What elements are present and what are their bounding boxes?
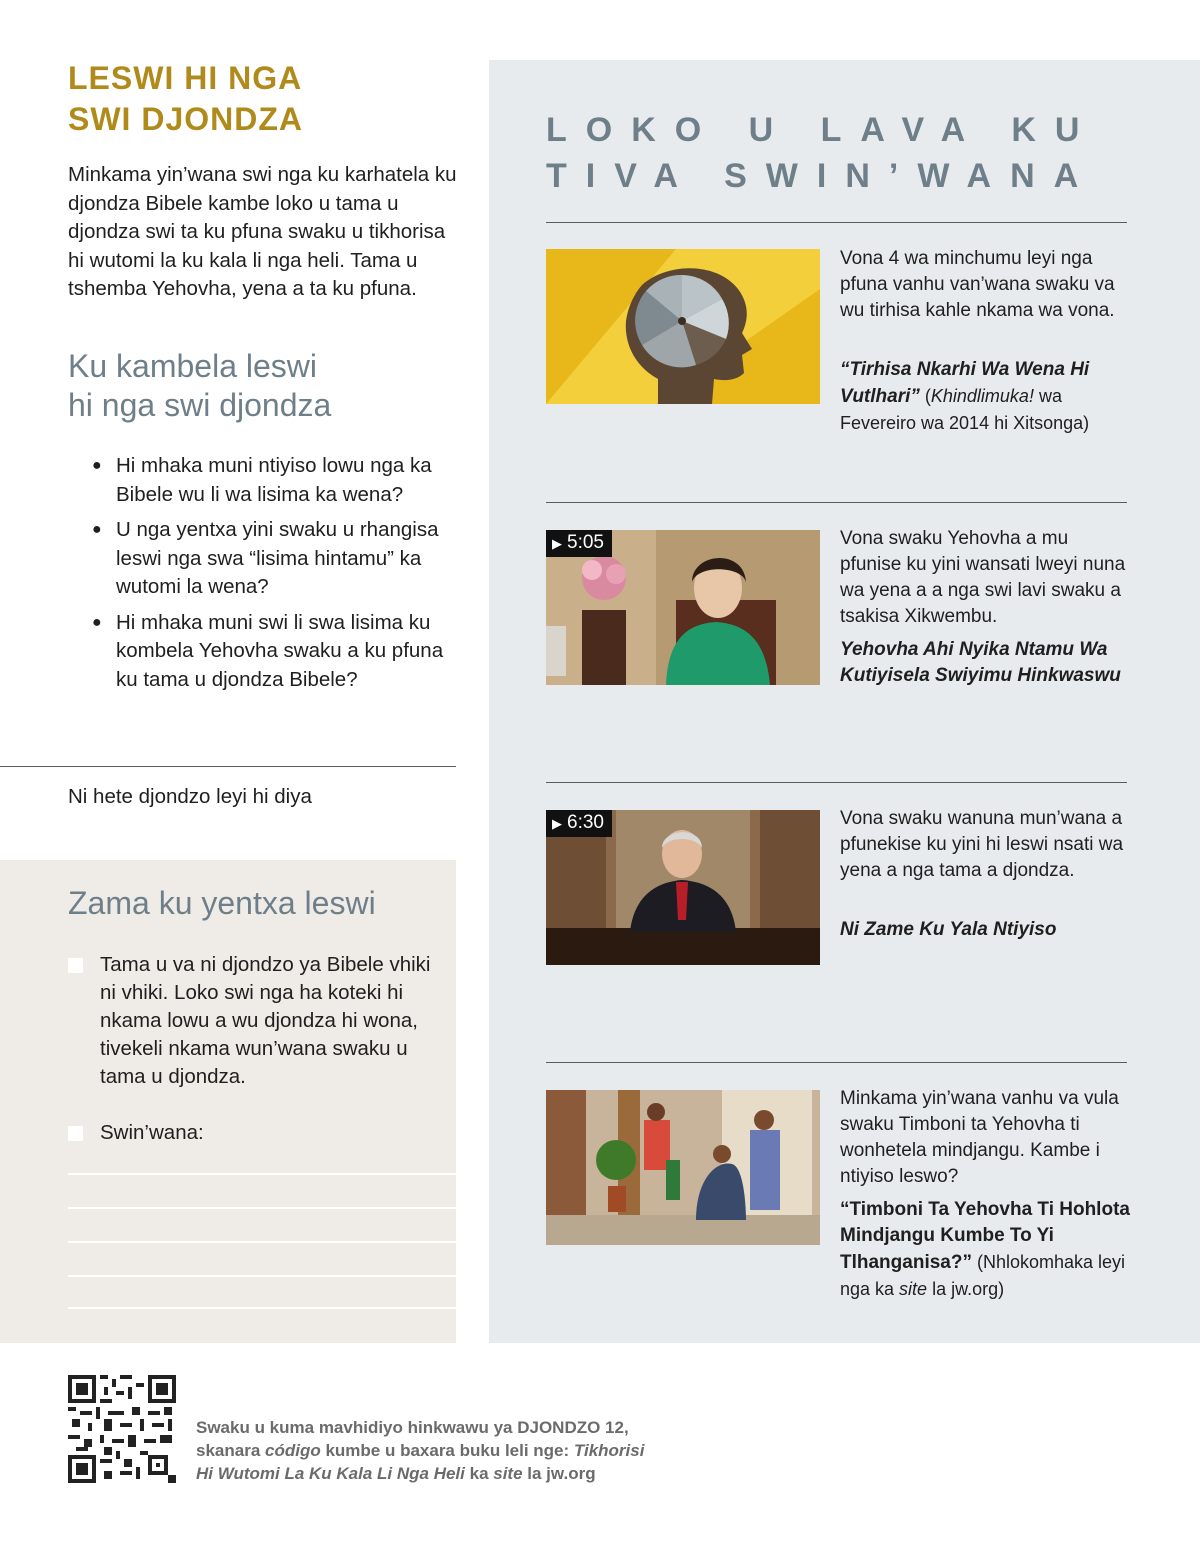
family-visit-image xyxy=(546,1090,820,1245)
video-duration-badge xyxy=(546,810,612,837)
divider xyxy=(546,502,1127,503)
article-thumbnail[interactable] xyxy=(546,249,820,404)
play-icon: ▶ xyxy=(552,536,562,551)
footer-text-part: la jw.org xyxy=(522,1464,596,1483)
intro-paragraph: Minkama yin’wana swi nga ku karhatela ku djondza Bibele kambe loko u tama u djondza swi ta ku pfuna swaku u tikhorisa hi wutomi la ku kala li nga heli. Tama u tshemba Yehovha, yena a ta ku pfuna. xyxy=(68,163,457,300)
footer-note xyxy=(196,1416,756,1485)
summary-title-line1: LESWI HI NGA xyxy=(68,60,303,96)
divider xyxy=(0,766,456,767)
review-question xyxy=(92,452,462,509)
reference-text: site xyxy=(899,1279,928,1299)
article-title-link[interactable]: “Timboni Ta Yehovha Ti Hohlota Mindjangu Kumbe To Yi Tlhanganisa?” xyxy=(840,1199,1130,1273)
learn-more-heading-line1: LOKO U LAVA KU xyxy=(546,111,1099,149)
video-duration: 6:30 xyxy=(567,812,604,833)
reference-text: ( xyxy=(919,386,931,406)
footer-text-part: ka xyxy=(464,1464,494,1483)
video-thumbnail[interactable] xyxy=(546,810,820,965)
review-heading-line1: Ku kambela leswi xyxy=(68,348,317,384)
reference-text: (Nhlokomhaka leyi nga ka xyxy=(840,1252,1126,1299)
review-heading-line2: hi nga swi djondza xyxy=(68,387,332,423)
bullet-icon: ● xyxy=(92,457,102,474)
checkbox[interactable] xyxy=(68,958,83,973)
review-question-text: U nga yentxa yini swaku u rhangisa leswi nga swa “lisima hintamu” ka wutomi la wena? xyxy=(116,518,439,598)
summary-title-line2: SWI DJONDZA xyxy=(68,101,303,137)
video-duration-badge xyxy=(546,530,612,557)
article-title-link[interactable]: “Tirhisa Nkarhi Wa Wena Hi Vutlhari” xyxy=(840,359,1090,407)
learn-more-heading-line2: TIVA SWIN’WANA xyxy=(546,157,1098,195)
checkbox[interactable] xyxy=(68,1126,83,1141)
qr-code[interactable] xyxy=(68,1375,176,1483)
review-question xyxy=(92,516,462,602)
divider xyxy=(546,782,1127,783)
footer-line xyxy=(196,1462,756,1485)
footer-text-part: skanara xyxy=(196,1441,265,1460)
divider xyxy=(546,1062,1127,1063)
try-item-text: Swin’wana: xyxy=(100,1121,204,1144)
try-item-checkbox-row[interactable] xyxy=(68,1119,448,1147)
write-in-line[interactable] xyxy=(68,1275,456,1277)
review-questions-list xyxy=(92,452,462,701)
clock-head-illustration xyxy=(546,249,820,404)
footer-line xyxy=(196,1439,756,1462)
learn-more-heading xyxy=(546,107,1106,199)
footer-text-part: Hi Wutomi La Ku Kala Li Nga Heli xyxy=(196,1464,465,1483)
video-thumbnail[interactable] xyxy=(546,530,820,685)
resource-description: Vona swaku wanuna mun’wana a pfunekise ku yini hi leswi nsati wa yena a nga tama a djondza. xyxy=(840,808,1124,881)
review-question-text: Hi mhaka muni ntiyiso lowu nga ka Bibele wu li wa lisima ka wena? xyxy=(116,454,432,506)
video-duration: 5:05 xyxy=(567,532,604,553)
footer-text-part: kumbe u baxara buku leli nge: xyxy=(320,1441,574,1460)
resource-description: Vona swaku Yehovha a mu pfunise ku yini wansati lweyi nuna wa yena a a nga swi lavi swaku a tsakisa Xikwembu. xyxy=(840,528,1126,627)
bullet-icon: ● xyxy=(92,613,102,631)
write-in-line[interactable] xyxy=(68,1207,456,1209)
write-in-line[interactable] xyxy=(68,1307,456,1309)
try-item-checkbox-row[interactable] xyxy=(68,951,448,1091)
bullet-icon: ● xyxy=(92,521,102,538)
write-in-line[interactable] xyxy=(68,1241,456,1243)
video-title-link[interactable]: Ni Zame Ku Yala Ntiyiso xyxy=(840,919,1057,940)
review-heading xyxy=(68,347,448,425)
try-this-heading: Zama ku yentxa leswi xyxy=(68,885,376,921)
video-title-link[interactable]: Yehovha Ahi Nyika Ntamu Wa Kutiyisela Swiyimu Hinkwaswu xyxy=(840,639,1121,686)
resource-description: Minkama yin’wana vanhu va vula swaku Timboni ta Yehovha ti wonhetela mindjangu. Kambe i ntiyiso leswo? xyxy=(840,1088,1119,1187)
try-item-text: Tama u va ni djondzo ya Bibele vhiki ni vhiki. Loko swi nga ha koteki hi nkama lowu a wu djondza hi wona, tivekeli nkama wun’wana swaku u tama u djondza. xyxy=(100,953,431,1088)
completed-date-label[interactable]: Ni hete djondzo leyi hi diya xyxy=(68,785,312,808)
resource-description: Vona 4 wa minchumu leyi nga pfuna vanhu van’wana swaku va wu tirhisa kahle nkama wa vona. xyxy=(840,248,1115,321)
footer-text-part: código xyxy=(265,1441,321,1460)
try-this-box xyxy=(0,860,456,1343)
footer-line: Swaku u kuma mavhidiyo hinkwawu ya DJONDZO 12, xyxy=(196,1418,629,1437)
footer-text-part: Tikhorisi xyxy=(573,1441,645,1460)
summary-title xyxy=(68,58,448,140)
reference-text: la jw.org) xyxy=(927,1279,1005,1299)
review-question xyxy=(92,609,462,695)
article-thumbnail[interactable] xyxy=(546,1090,820,1245)
divider xyxy=(546,222,1127,223)
write-in-line[interactable] xyxy=(68,1173,456,1175)
magazine-name: Khindlimuka! xyxy=(930,386,1034,406)
review-question-text: Hi mhaka muni swi li swa lisima ku kombela Yehovha swaku a ku pfuna ku tama u djondza Bibele? xyxy=(116,610,444,691)
resource-reference[interactable] xyxy=(840,357,1130,437)
resource-reference[interactable] xyxy=(840,1197,1130,1303)
reference-text: wa Fevereiro wa 2014 hi Xitsonga) xyxy=(840,386,1090,433)
play-icon: ▶ xyxy=(552,816,562,831)
footer-text-part: site xyxy=(493,1464,523,1483)
